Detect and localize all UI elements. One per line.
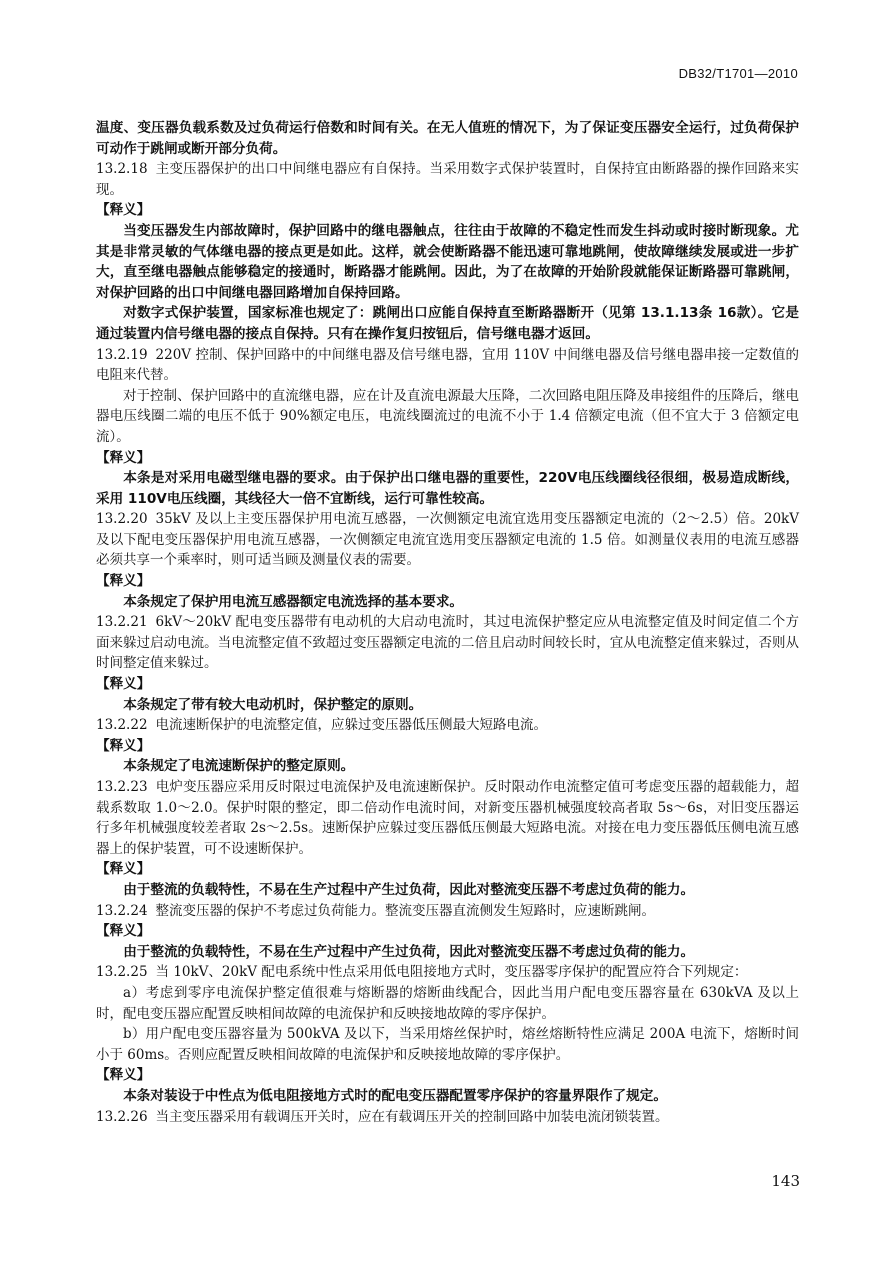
explanation-label: 【释义】	[96, 923, 151, 940]
clause-13-2-19	[96, 345, 799, 386]
explanation-text: 由于整流的负载特性，不易在生产过程中产生过负荷，因此对整流变压器不考虑过负荷的能力。	[123, 881, 695, 898]
clause-13-2-23	[96, 777, 799, 859]
clause-text: 电炉变压器应采用反时限过电流保护及电流速断保护。反时限动作电流整定值可考虑变压器的超载能力，超载系数取 1.0～2.0。保护时限的整定，即二倍动作电流时间，对新变压器机械强度较高者取 5s～6s，对旧变压器运行多年机械强度较差者取 2s～2.5s。速断保护应躲过变压器低压侧最大短路电流。对接在电力变压器低压侧电流互感器上的保护装置，可不设速断保护。	[96, 779, 799, 857]
paragraph: 温度、变压器负载系数及过负荷运行倍数和时间有关。在无人值班的情况下，为了保证变压器安全运行，过负荷保护可动作于跳闸或断开部分负荷。	[96, 120, 799, 157]
explanation-text: 由于整流的负载特性，不易在生产过程中产生过负荷，因此对整流变压器不考虑过负荷的能力。	[123, 943, 695, 960]
clause-13-2-26	[96, 1107, 799, 1128]
explanation-text: 本条规定了保护用电流互感器额定电流选择的基本要求。	[123, 593, 464, 610]
clause-text: 当 10kV、20kV 配电系统中性点采用低电阻接地方式时，变压器零序保护的配置应符合下列规定：	[155, 964, 748, 981]
explanation-text: 本条对装设于中性点为低电阻接地方式时的配电变压器配置零序保护的容量界限作了规定。	[123, 1087, 667, 1104]
clause-text: 电流速断保护的电流整定值，应躲过变压器低压侧最大短路电流。	[155, 717, 548, 734]
clause-text: 35kV 及以上主变压器保护用电流互感器，一次侧额定电流宜选用变压器额定电流的（2～2.5）倍。20kV 及以下配电变压器保护用电流互感器，一次侧额定电流宜选用变压器额定电流的 1.5 倍。如测量仪表用的电流互感器必须共享一个乘率时，则可适当顾及测量仪表的需要。	[96, 511, 799, 569]
clause-number: 13.2.23	[96, 779, 148, 795]
list-item: b）用户配电变压器容量为 500kVA 及以下，当采用熔丝保护时，熔丝熔断特性应满足 200A 电流下，熔断时间小于 60ms。否则应配置反映相间故障的电流保护和反映接地故障的零序保护。	[96, 1026, 799, 1063]
clause-text: 6kV～20kV 配电变压器带有电动机的大启动电流时，其过电流保护整定应从电流整定值及时间定值二个方面来躲过启动电流。当电流整定值不致超过变压器额定电流的二倍且启动时间较长时，宜从电流整定值来躲过，否则从时间整定值来躲过。	[96, 614, 799, 672]
explanation-label: 【释义】	[96, 676, 151, 693]
explanation-label: 【释义】	[96, 573, 151, 590]
clause-13-2-21	[96, 612, 799, 674]
clause-13-2-20	[96, 509, 799, 571]
paragraph: 对于控制、保护回路中的直流继电器，应在计及直流电源最大压降，二次回路电阻压降及串接组件的压降后，继电器电压线圈二端的电压不低于 90%额定电压，电流线圈流过的电流不小于 1.4 倍额定电流（但不宜大于 3 倍额定电流）。	[96, 387, 799, 445]
explanation-text: 对数字式保护装置，国家标准也规定了：跳闸出口应能自保持直至断路器断开（见第 13.1.13条 16款）。它是通过装置内信号继电器的接点自保持。只有在操作复归按钮后，信号继电器才返回。	[96, 305, 799, 342]
clause-text: 当主变压器采用有载调压开关时，应在有载调压开关的控制回路中加装电流闭锁装置。	[155, 1108, 669, 1125]
clause-13-2-24	[96, 901, 799, 922]
clause-text: 220V 控制、保护回路中的中间继电器及信号继电器，宜用 110V 中间继电器及信号继电器串接一定数值的电阻来代替。	[96, 346, 799, 384]
clause-13-2-25	[96, 962, 799, 983]
clause-number: 13.2.21	[96, 614, 148, 631]
clause-number: 13.2.19	[96, 346, 148, 363]
clause-number: 13.2.24	[96, 902, 148, 919]
list-item: a）考虑到零序电流保护整定值很难与熔断器的熔断曲线配合，因此当用户配电变压器容量在 630kVA 及以上时，配电变压器应配置反映相间故障的电流保护和反映接地故障的零序保护。	[96, 984, 799, 1022]
clause-13-2-22	[96, 715, 799, 736]
page-body	[96, 118, 799, 1127]
clause-number: 13.2.18	[96, 161, 148, 178]
document-code: DB32/T1701—2010	[678, 66, 798, 81]
explanation-label: 【释义】	[96, 449, 151, 466]
page-number: 143	[771, 1172, 800, 1190]
clause-text: 主变压器保护的出口中间继电器应有自保持。当采用数字式保护装置时，自保持宜由断路器的操作回路来实现。	[96, 161, 799, 198]
clause-13-2-18	[96, 159, 799, 200]
clause-text: 整流变压器的保护不考虑过负荷能力。整流变压器直流侧发生短路时，应速断跳闸。	[155, 902, 656, 919]
explanation-text: 本条规定了电流速断保护的整定原则。	[123, 758, 355, 775]
explanation-text: 当变压器发生内部故障时，保护回路中的继电器触点，往往由于故障的不稳定性而发生抖动或时接时断现象。尤其是非常灵敏的气体继电器的接点更是如此。这样，就会使断路器不能迅速可靠地跳闸，使故障继续发展或进一步扩大，直至继电器触点能够稳定的接通时，断路器才能跳闸。因此，为了在故障的开始阶段就能保证断路器可靠跳闸，对保护回路的出口中间继电器回路增加自保持回路。	[96, 222, 799, 301]
explanation-label: 【释义】	[96, 861, 151, 878]
explanation-label: 【释义】	[96, 737, 151, 754]
clause-number: 13.2.25	[96, 964, 148, 981]
explanation-text: 本条是对采用电磁型继电器的要求。由于保护出口继电器的重要性，220V电压线圈线径很细，极易造成断线，采用 110V电压线圈，其线径大一倍不宜断线，运行可靠性较高。	[96, 470, 799, 507]
clause-number: 13.2.20	[96, 511, 148, 528]
clause-number: 13.2.22	[96, 717, 148, 734]
explanation-label: 【释义】	[96, 202, 151, 219]
explanation-label: 【释义】	[96, 1067, 151, 1084]
clause-number: 13.2.26	[96, 1108, 148, 1125]
explanation-text: 本条规定了带有较大电动机时，保护整定的原则。	[123, 696, 423, 713]
